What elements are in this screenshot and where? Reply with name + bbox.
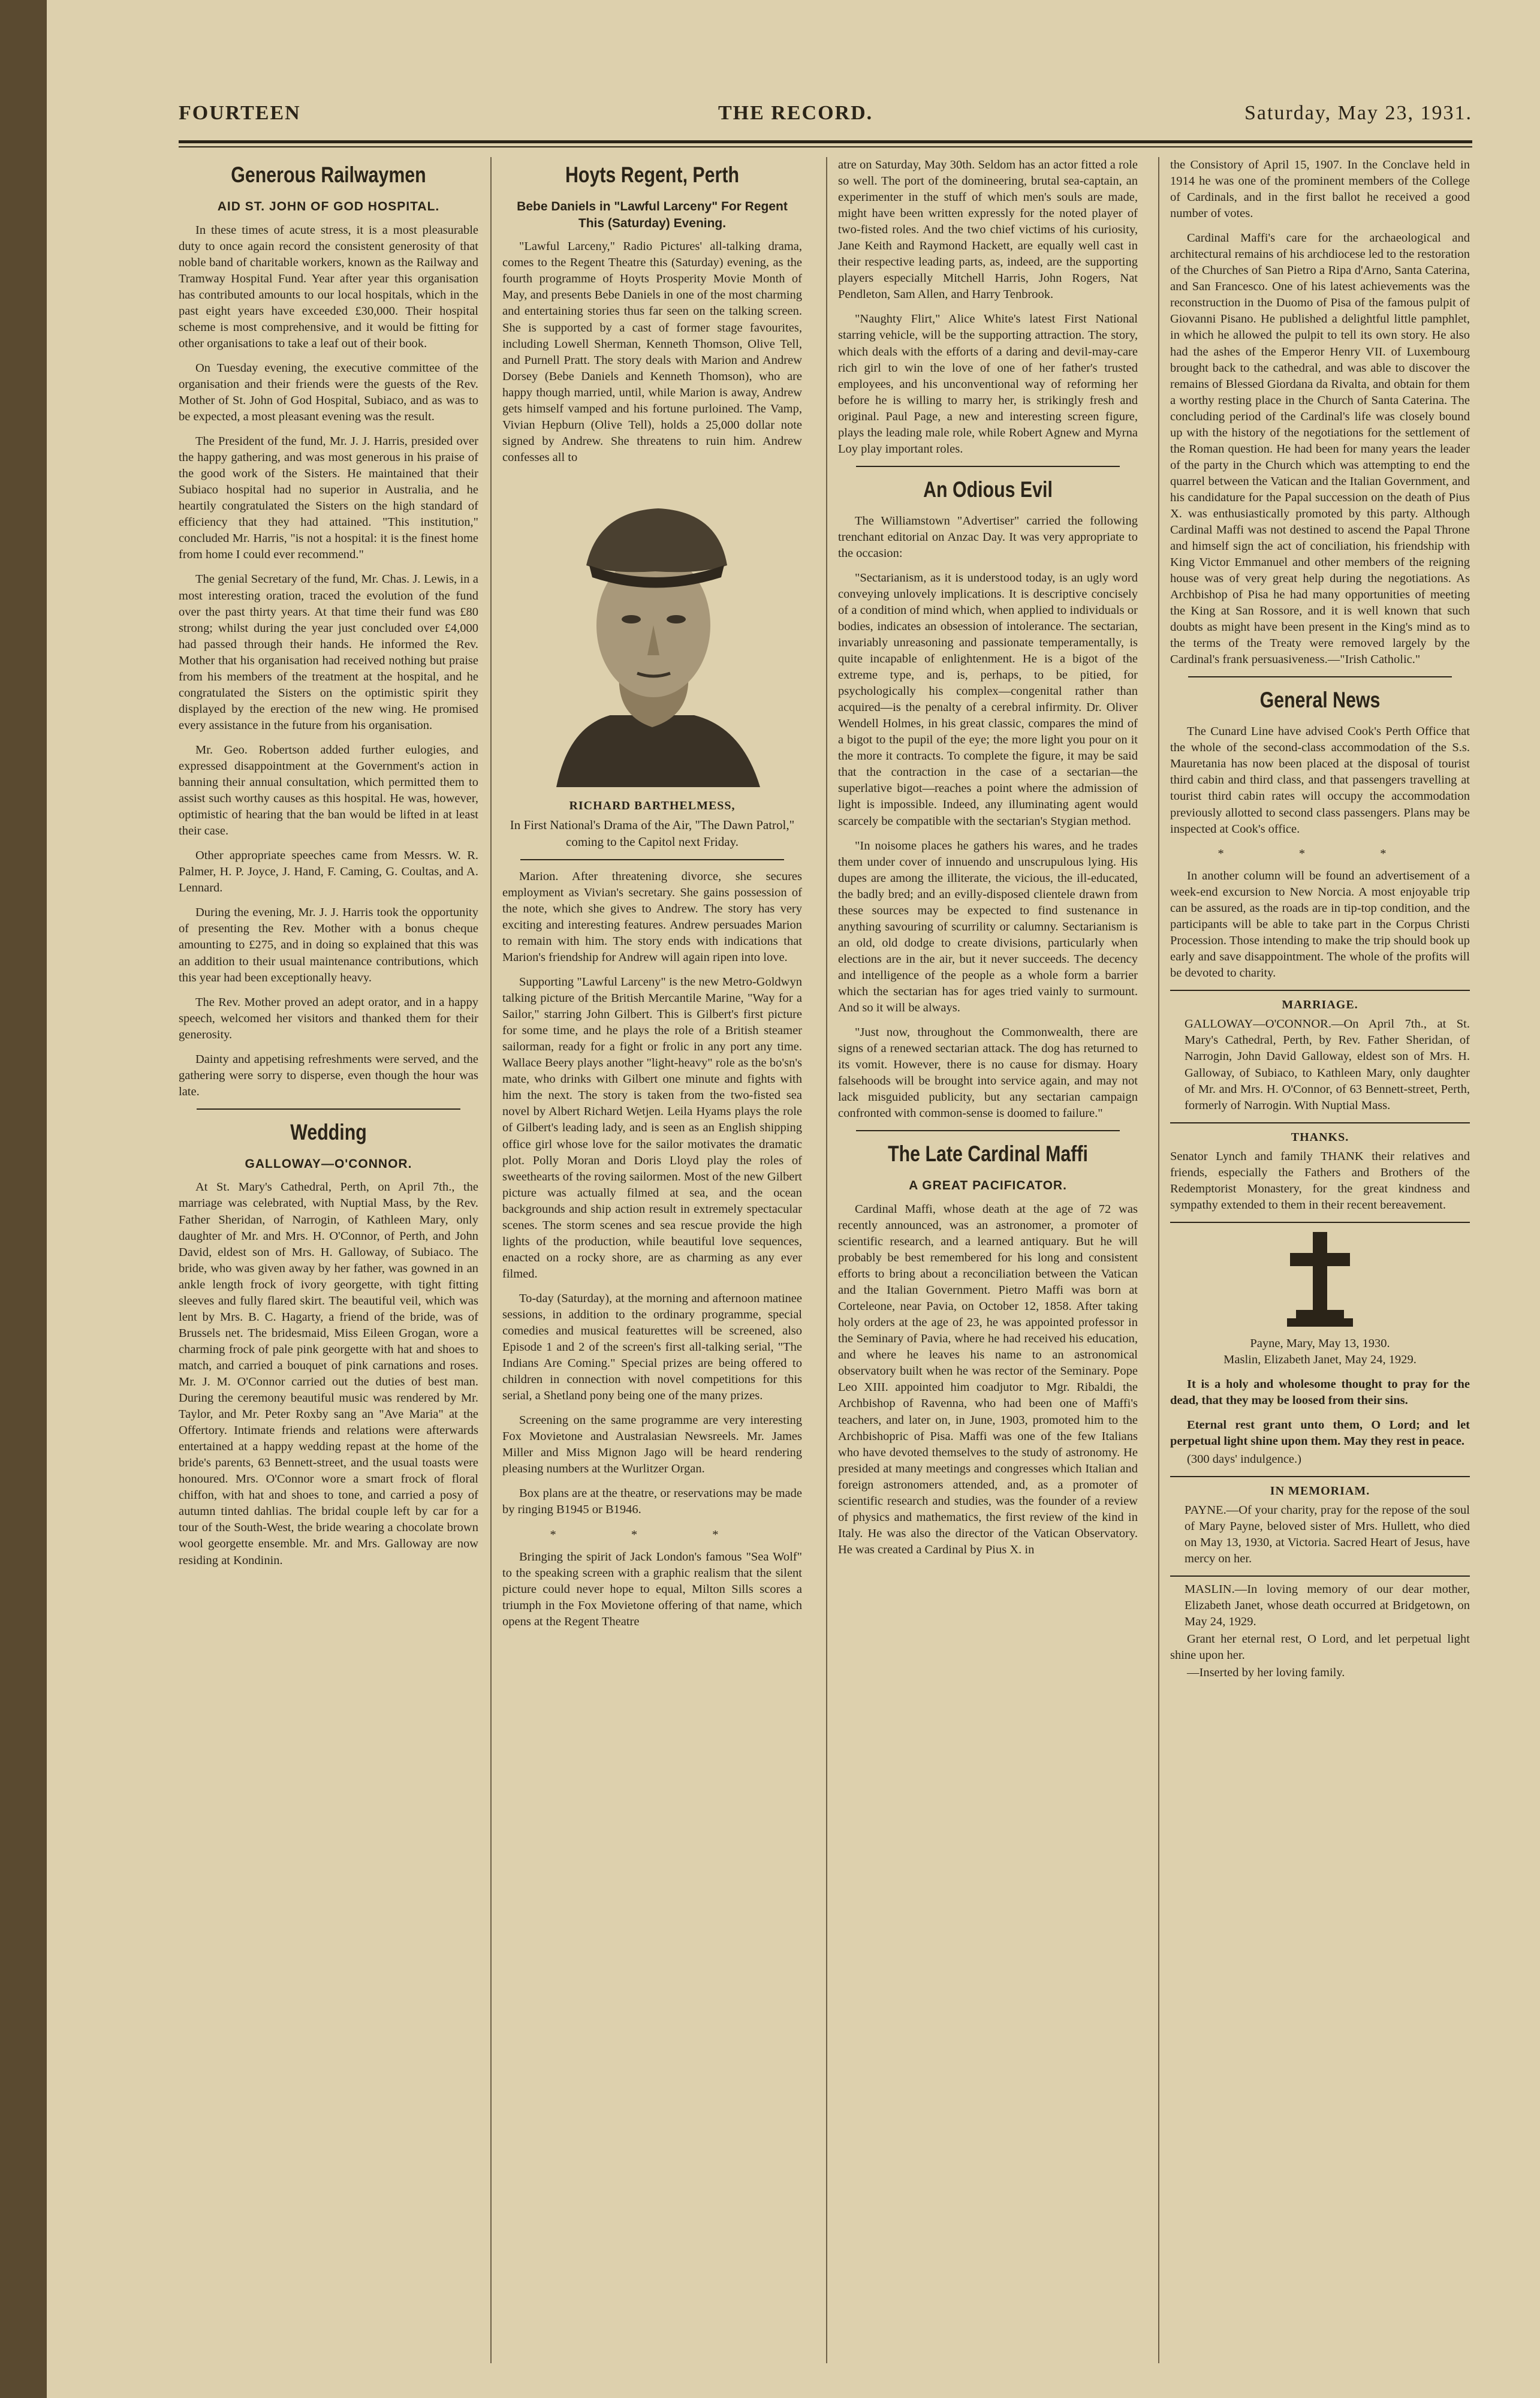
page-header bbox=[179, 102, 1472, 138]
article-subtitle: GALLOWAY—O'CONNOR. bbox=[245, 1156, 412, 1171]
death-notice: Payne, Mary, May 13, 1930. bbox=[1250, 1337, 1390, 1351]
column-divider bbox=[490, 157, 492, 2363]
page-number: FOURTEEN bbox=[179, 102, 301, 124]
marriage-notice: GALLOWAY—O'CONNOR.—On April 7th., at St. Mary's Cathedral, Perth, by Rev. Father Sheridan, of Narrogin, John David Galloway, eldest son of Mrs. H. Galloway, of Subiaco, to Kathleen Mary, only daughter of Mr. and Mrs. H. O'Connor, of 63 Bennett-street, Perth, formerly of Narrogin. With Nuptial Mass. bbox=[1185, 1017, 1470, 1112]
paragraph: "Lawful Larceny," Radio Pictures' all-talking drama, comes to the Regent Theatre this (Saturday) evening, as the fourth programme of Hoyts Prosperity Movie Month of May, and presents Bebe Daniels in one of the most charming and entertaining stories thus far seen on the talking screen. She is supported by a cast of former stage favourites, including Lowell Sherman, Kenneth Thomson, Olive Tell, and Purnell Pratt. The story deals with Marion and Andrew Dorsey (Bebe Daniels and Kenneth Thomson), who are happy though married, until, while Marion is away, Andrew gets himself vamped and his fortune purloined. The Vamp, Vivian Hepburn (Olive Tell), holds a 25,000 dollar note signed by Andrew. She threatens to ruin him. Andrew confesses all to bbox=[502, 240, 802, 464]
paragraph: "In noisome places he gathers his wares, and he trades them under cover of innuendo and unscrupulous lying. His dupes are among the illiterate, the vicious, the ill-educated, the badly bred; and an evilly-disposed clientele drawn from these sources may be expected to find sustenance in anything savouring of scurrility or calumny. Sectarianism is an old, old dodge to create divisions, particularly when elections are in the air, but it never succeeds. The decency and intelligence of the people as a whole form a barrier which the sectarian has for ages tried vainly to surmount. And so it will be always. bbox=[838, 839, 1138, 1015]
paragraph: "Naughty Flirt," Alice White's latest First National starring vehicle, will be the supporting attraction. The story, which deals with the efforts of a daring and devil-may-care rich girl to win the love of one of her father's trusted employees, and his unconventional way of reforming her before he is willing to marry her, is strikingly fresh and original. Paul Page, a new and interesting screen figure, plays the leading male role, while Robert Agnew and Myrna Loy play important roles. bbox=[838, 312, 1138, 456]
section-rule bbox=[856, 1130, 1120, 1131]
paragraph: Mr. Geo. Robertson added further eulogies, and expressed disappointment at the Government's action in banning their annual consultation, which permitted them to assist such worthy causes as this hospital. He was, however, optimistic of hearing that the ban would be lifted in at least their case. bbox=[179, 743, 478, 838]
paragraph: Screening on the same programme are very interesting Fox Movietone and Australasian Newsreels. Mr. James Miller and Miss Mignon Jago will be heard rendering pleasing numbers at the Wurlitzer Organ. bbox=[502, 1414, 802, 1476]
photo-caption-name: RICHARD BARTHELMESS, bbox=[569, 799, 736, 812]
article-subtitle: AID ST. JOHN OF GOD HOSPITAL. bbox=[217, 199, 440, 213]
memoriam-notice: MASLIN.—In loving memory of our dear mother, Elizabeth Janet, whose death occurred at Bridgetown, on May 24, 1929. bbox=[1185, 1583, 1470, 1629]
paragraph: atre on Saturday, May 30th. Seldom has an actor fitted a role so well. The port of the domineering, brutal sea-captain, an experimenter in the stuff of which men's souls are made, might have been written expressly for the noted player of two-fisted roles. And the two chief victims of his curiosity, Jane Keith and Raymond Hackett, are equally well cast in their respective leading parts, as, indeed, are the supporting players especially Mitchell Harris, John Rogers, Nat Pendleton, Sam Allen, and Harry Tenbrook. bbox=[838, 158, 1138, 302]
article-title: Hoyts Regent, Perth bbox=[565, 162, 739, 187]
column-2 bbox=[502, 157, 802, 1638]
death-notice: Maslin, Elizabeth Janet, May 24, 1929. bbox=[1223, 1353, 1417, 1367]
memoriam-notice: PAYNE.—Of your charity, pray for the repose of the soul of Mary Payne, beloved sister of Mrs. Hullett, who died on May 13, 1930, at Victoria. Sacred Heart of Jesus, have mercy on her. bbox=[1185, 1503, 1470, 1566]
thanks-heading: THANKS. bbox=[1291, 1130, 1349, 1144]
paragraph: the Consistory of April 15, 1907. In the Conclave held in 1914 he was one of the prominent members of the College of Cardinals, and in the first ballot he received a good number of votes. bbox=[1170, 158, 1470, 221]
photo-eye bbox=[667, 615, 686, 623]
article-title: General News bbox=[1259, 688, 1381, 713]
section-rule bbox=[1170, 1476, 1470, 1477]
memoriam-verse: Grant her eternal rest, O Lord, and let perpetual light shine upon her. bbox=[1170, 1632, 1470, 1662]
header-rule-thick bbox=[179, 140, 1472, 143]
paragraph: "Sectarianism, as it is understood today, is an ugly word conveying unlovely implications. It is descriptive concisely of a condition of mind which, when applied to individuals or bodies, indicates an obsession of intolerance. The sectarian, invariably unreasoning and passionate temperamentally, is quite incapable of enlightenment. He is a bigot of the extreme type, and is, perhaps, to be pitied, for psychologically his complex—congenital rather than acquired—is the penalty of a cerebral infirmity. Dr. Oliver Wendell Holmes, in his great classic, compares the mind of a bigot to the pupil of the eye; the more light you pour on it the more it contracts. To complete the figure, it may be said that the contraction in the case of a sectarian—the superlative bigot—reaches a point where the admission of light is impossible. Indeed, any illuminating agent would scarcely be compatible with the sectarian's Stygian method. bbox=[838, 571, 1138, 828]
portrait-photo bbox=[520, 475, 784, 787]
article-title: Wedding bbox=[290, 1119, 367, 1144]
section-rule bbox=[197, 1108, 460, 1110]
paragraph: Cardinal Maffi's care for the archaeological and architectural remains of his archdiocese led to the restoration of the Churches of San Pietro a Ripa d'Arno, Santa Caterina, and San Francesco. One of his latest achievements was the reconstruction in the Duomo of Pisa of the famous pulpit of Giovanni Pisano. He published a delightful little pamphlet, in which he allowed the pulpit to tell its own story. He also had the ashes of the Emperor Henry VII. of Luxembourg brought back to the cathedral, and was able to discover the remains of Blessed Giordana da Rivalta, and obtain for them a worthy resting place in the Church of Santa Caterina. The concluding period of the Cardinal's life was closely bound up with the history of the negotiations for the settlement of the Roman question. He had been for many years the leader of the party in the Church which was attempting to end the quarrel between the Vatican and the Italian Government, and his candidature for the Papal succession on the death of Pius X. was enthusiastically promoted by this party. Although Cardinal Maffi was not destined to ascend the Papal Throne and himself sign the act of conciliation, his friendship with King Victor Emmanuel and other members of the reigning house was of very great help during the negotiations. As Archbishop of Pisa he had many opportunities of meeting the King at San Rossore, and it is well known that such doubts as might have been present in the King's mind as to the terms of the Treaty were removed largely by the Cardinal's frank persuasiveness.—"Irish Catholic." bbox=[1170, 231, 1470, 667]
section-rule bbox=[1170, 1122, 1470, 1123]
separator-stars: * * * bbox=[1217, 846, 1423, 860]
marriage-heading: MARRIAGE. bbox=[1282, 998, 1358, 1011]
paragraph: To-day (Saturday), at the morning and afternoon matinee sessions, in addition to the ordinary programme, special comedies and musical featurettes will be screened, also Episode 1 and 2 of the screen's first all-talking serial, "The Indians Are Coming." Special prizes are being offered to children in connection with novel competitions for this serial, a Shetland pony being one of the many prizes. bbox=[502, 1291, 802, 1403]
article-title: The Late Cardinal Maffi bbox=[888, 1141, 1088, 1167]
photo-caption: In First National's Drama of the Air, "The Dawn Patrol," coming to the Capitol next Friday. bbox=[510, 818, 795, 849]
column-3 bbox=[838, 157, 1138, 1566]
paragraph: At St. Mary's Cathedral, Perth, on April 7th., the marriage was celebrated, with Nuptial Mass, by the Rev. Father Sheridan, of Narrogin, of Kathleen Mary, only daughter of Mr. and Mrs. H. O'Connor, of Perth, and John David, eldest son of Mrs. H. Galloway, of Subiaco. The bride, who was given away by her father, was gowned in an ankle length frock of ivory georgette, with tight fitting sleeves and fully flared skirt. The beautiful veil, which was lent by Mrs. B. C. Hagarty, a friend of the bride, was of Brussels net. The bridesmaid, Miss Eileen Grogan, wore a charming frock of pale pink georgette with hat and shoes to match, and carried a bouquet of pink carnations and roses. Mr. J. M. O'Connor carried out the duties of best man. During the ceremony beautiful music was rendered by Mr. Taylor, and Mr. Peter Roxby sang an "Ave Maria" at the Offertory. Intimate friends and relations were afterwards entertained at a happy wedding repast at the home of the bride's parents, 63 Bennett-street, and the usual toasts were honoured. Mrs. O'Connor wore a smart frock of floral chiffon, with hat and shoes to tone, and carried a posy of autumn tinted dahlias. The bridal couple left by car for a tour of the South-West, the bride wearing a chocolate brown wool georgette ensemble. Mr. and Mrs. Galloway are now residing at Kondinin. bbox=[179, 1180, 478, 1567]
paragraph: Supporting "Lawful Larceny" is the new Metro-Goldwyn talking picture of the British Mercantile Marine, "Way for a Sailor," starring John Gilbert. This is Gilbert's first picture for some time, and he plays the role of a British steamer sailorman, ready for a fight or frolic in any port any time. Wallace Beery plays another "light-heavy" role as the bo'sn's mate, who drinks with Gilbert one minute and fights with him the next. The story is taken from the two-fisted sea novel by Albert Richard Wetjen. Leila Hyams plays the role of Gilbert's leading lady, and is seen as an English shipping office girl whose love for the sailor motivates the dramatic plot. Polly Moran and Doris Lloyd play the roles of sweethearts of the roving sailormen. Most of the new Gilbert picture was actually filmed at sea, and the ocean backgrounds and ship action result in extremely spectacular scenes. The storm scenes and sea rescue provide the high lights of the production, while beautiful love sequences, enacted on a rocky shore, are as charming as any ever filmed. bbox=[502, 975, 802, 1281]
paragraph: The Rev. Mother proved an adept orator, and in a happy speech, welcomed her visitors and thanked them for their generosity. bbox=[179, 995, 478, 1041]
paragraph: During the evening, Mr. J. J. Harris took the opportunity of presenting the Rev. Mother with a bonus cheque amounting to £275, and in doing so explained that this was an addition to their usual maintenance contributions, which this year had been exceptionally heavy. bbox=[179, 906, 478, 984]
paragraph: Box plans are at the theatre, or reservations may be made by ringing B1945 or B1946. bbox=[502, 1487, 802, 1517]
section-rule bbox=[1170, 990, 1470, 991]
paragraph: The genial Secretary of the fund, Mr. Chas. J. Lewis, in a most interesting oration, traced the evolution of the fund over the past thirty years. At that time their fund was £80 strong; whilst during the year just concluded over £4,000 had passed through their hands. He informed the Rev. Mother that his organisation had received nothing but praise from his members of the treatment at the hospital, and he congratulated the Sisters on the optimistic spirit they displayed by the erection of the new wing. He promised every assistance in the future from his organisation. bbox=[179, 573, 478, 732]
section-rule bbox=[1170, 1222, 1470, 1223]
paragraph: Marion. After threatening divorce, she secures employment as Vivian's secretary. She gains possession of the note, which she gives to Andrew. The story has very exciting and interesting features. Andrew persuades Marion to remain with him. The story ends with indications that Marion's friendship for Andrew will again ripen into love. bbox=[502, 869, 802, 964]
paragraph: Dainty and appetising refreshments were served, and the gathering were sorry to disperse, even though the hour was late. bbox=[179, 1052, 478, 1098]
cross-icon bbox=[1278, 1229, 1362, 1331]
header-rule-thin bbox=[179, 146, 1472, 147]
memoriam-heading: IN MEMORIAM. bbox=[1270, 1484, 1370, 1498]
column-4 bbox=[1170, 157, 1470, 1689]
memoriam-signature: —Inserted by her loving family. bbox=[1187, 1666, 1345, 1680]
section-rule bbox=[856, 466, 1120, 467]
paragraph: Other appropriate speeches came from Messrs. W. R. Palmer, H. P. Joyce, J. Hand, F. Caming, G. Coultas, and A. Lennard. bbox=[179, 849, 478, 895]
separator-stars: * * * bbox=[550, 1528, 755, 1541]
paragraph: In another column will be found an advertisement of a week-end excursion to New Norcia. A most enjoyable trip can be assured, as the roads are in tip-top condition, and the participants will be able to take part in the Corpus Christi Procession. Those intending to make the trip should book up early and save disappointment. The whole of the profits will be devoted to charity. bbox=[1170, 869, 1470, 980]
column-divider bbox=[1158, 157, 1159, 2363]
photo-eye bbox=[622, 615, 641, 623]
column-divider bbox=[826, 157, 827, 2363]
paragraph: On Tuesday evening, the executive committee of the organisation and their friends were the guests of the Rev. Mother of St. John of God Hospital, Subiaco, and as was to be expected, a most pleasant evening was the result. bbox=[179, 361, 478, 424]
paragraph: In these times of acute stress, it is a most pleasurable duty to once again record the consistent generosity of that noble band of charitable workers, known as the Railway and Tramway Hospital Fund. Year after year this organisation has contributed amounts to our local hospitals, which in the past eight years have exceeded £30,000. Their hospital scheme is most comprehensive, and it would be fitting for other organisations to take a leaf out of their book. bbox=[179, 223, 478, 350]
article-title: Generous Railwaymen bbox=[231, 162, 426, 187]
article-subtitle: Bebe Daniels in "Lawful Larceny" For Regent This (Saturday) Evening. bbox=[517, 199, 788, 230]
paragraph: The President of the fund, Mr. J. J. Harris, presided over the happy gathering, and was most generous in his praise of the good work of the Sisters. He maintained that their Subiaco hospital had no superior in Australia, and he heartily congratulated the Sisters on the high standard of efficiency that they had attained. "This institution," concluded Mr. Harris, "is not a hospital: it is the finest home from home I could ever recommend." bbox=[179, 435, 478, 562]
binding-edge bbox=[0, 0, 47, 2398]
paragraph: Cardinal Maffi, whose death at the age of 72 was recently announced, was an astronomer, a promoter of scientific research, and a learned antiquary. But he will probably be best remembered for his long and consistent efforts to bring about a reconciliation between the Vatican and the Italian Government. Pietro Maffi was born at Corteleone, near Pavia, on October 12, 1858. After taking holy orders at the age of 23, he was appointed professor in the Seminary of Pavia, where he had received his education, and where he leaves his name to an astronomical observatory built when he was rector of the Seminary. Pope Leo XIII. appointed him coadjutor to Mgr. Ribaldi, the Archbishop of Ravenna, who had been one of Maffi's teachers, and later on, in June, 1903, promoted him to the Archbishopric of Pisa. Maffi was one of the few Italians who have devoted themselves to the study of astronomy. He presided at many meetings and congresses which Italian and foreign astronomers attended, and, as a promoter of scientific research and studies, was the founder of a review of physics and mathematics, the first review of the kind in Italy. He was also the director of the Vatican Observatory. He was created a Cardinal by Pius X. in bbox=[838, 1202, 1138, 1556]
section-rule bbox=[1188, 676, 1452, 677]
paragraph: Bringing the spirit of Jack London's famous "Sea Wolf" to the speaking screen with a graphic realism that the silent picture could never hope to equal, Milton Sills scores a triumph in the Fox Movietone offering of that name, which opens at the Regent Theatre bbox=[502, 1550, 802, 1628]
paragraph: The Cunard Line have advised Cook's Perth Office that the whole of the second-class accommodation of the S.s. Mauretania has now been placed at the disposal of tourist third cabin and third class, and that passengers travelling at tourist third cabin rates will occupy the accommodation previously allotted to second class passengers. Plans may be inspected at Cook's office. bbox=[1170, 725, 1470, 836]
paragraph: "Just now, throughout the Commonwealth, there are signs of a renewed sectarian attack. The dog has returned to its vomit. However, there is no cause for dismay. Hoary falsehoods will be brought into service again, and may not lack misguided publicity, but any sectarian campaign confronted with common-sense is doomed to failure." bbox=[838, 1026, 1138, 1120]
masthead-title: THE RECORD. bbox=[718, 102, 873, 124]
thanks-notice: Senator Lynch and family THANK their relatives and friends, especially the Fathers and Brothers of the Redemptorist Monastery, for the great kindness and sympathy extended to them in their recent bereavement. bbox=[1170, 1150, 1470, 1212]
column-1 bbox=[179, 157, 478, 1577]
article-subtitle: A GREAT PACIFICATOR. bbox=[909, 1179, 1067, 1193]
issue-date: Saturday, May 23, 1931. bbox=[1244, 102, 1472, 124]
article-title: An Odious Evil bbox=[923, 477, 1053, 502]
section-rule bbox=[1170, 1575, 1470, 1577]
paragraph: The Williamstown "Advertiser" carried the following trenchant editorial on Anzac Day. It was very appropriate to the occasion: bbox=[838, 514, 1138, 560]
prayer-text: It is a holy and wholesome thought to pray for the dead, that they may be loosed from their sins. bbox=[1170, 1378, 1470, 1408]
indulgence-note: (300 days' indulgence.) bbox=[1187, 1452, 1301, 1466]
prayer-text: Eternal rest grant unto them, O Lord; and let perpetual light shine upon them. May they rest in peace. bbox=[1170, 1418, 1470, 1448]
section-rule bbox=[520, 859, 784, 860]
